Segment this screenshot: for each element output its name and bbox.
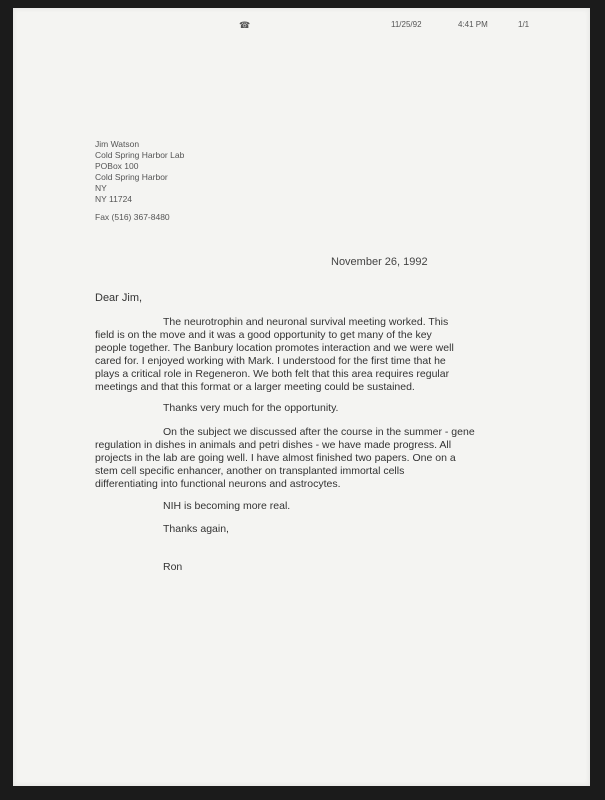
paragraph-line: The neurotrophin and neuronal survival meeting worked. This xyxy=(163,316,449,328)
paragraph-line: meetings and that this format or a larger meeting could be sustained. xyxy=(95,381,415,393)
signature: Ron xyxy=(163,561,183,573)
fax-header xyxy=(13,20,590,34)
recipient-org: Cold Spring Harbor Lab xyxy=(95,150,185,160)
closing: Thanks again, xyxy=(163,523,229,535)
recipient-state: NY xyxy=(95,183,107,193)
paragraph-1 xyxy=(95,316,515,394)
paragraph-line: differentiating into functional neurons and astrocytes. xyxy=(95,478,341,490)
recipient-zip: NY 11724 xyxy=(95,194,133,204)
paragraph-3 xyxy=(95,426,515,491)
paragraph-line: cared for. I enjoyed working with Mark. I understood for the first time that he xyxy=(95,355,446,367)
paragraph-2: Thanks very much for the opportunity. xyxy=(163,402,339,414)
letter-page xyxy=(13,8,590,786)
telephone-icon: ☎ xyxy=(239,20,251,30)
recipient-city: Cold Spring Harbor xyxy=(95,172,168,182)
paragraph-line: plays a critical role in Regeneron. We both felt that this area requires regular xyxy=(95,368,450,380)
recipient-box: POBox 100 xyxy=(95,161,139,171)
fax-page-count: 1/1 xyxy=(518,20,530,29)
fax-date: 11/25/92 xyxy=(391,20,422,29)
paragraph-line: people together. The Banbury location promotes interaction and we were well xyxy=(95,342,454,354)
recipient-name: Jim Watson xyxy=(95,139,140,149)
salutation: Dear Jim, xyxy=(95,292,143,304)
recipient-fax: Fax (516) 367-8480 xyxy=(95,212,170,222)
paragraph-line: On the subject we discussed after the course in the summer - gene xyxy=(163,426,475,438)
recipient-address xyxy=(95,139,184,205)
fax-time: 4:41 PM xyxy=(458,20,488,29)
paragraph-line: field is on the move and it was a good opportunity to get many of the key xyxy=(95,329,432,341)
paragraph-line: projects in the lab are going well. I have almost finished two papers. One on a xyxy=(95,452,456,464)
paragraph-4: NIH is becoming more real. xyxy=(163,500,291,512)
letter-date: November 26, 1992 xyxy=(331,256,428,268)
paragraph-line: regulation in dishes in animals and petri dishes - we have made progress. All xyxy=(95,439,452,451)
paragraph-line: stem cell specific enhancer, another on transplanted immortal cells xyxy=(95,465,405,477)
